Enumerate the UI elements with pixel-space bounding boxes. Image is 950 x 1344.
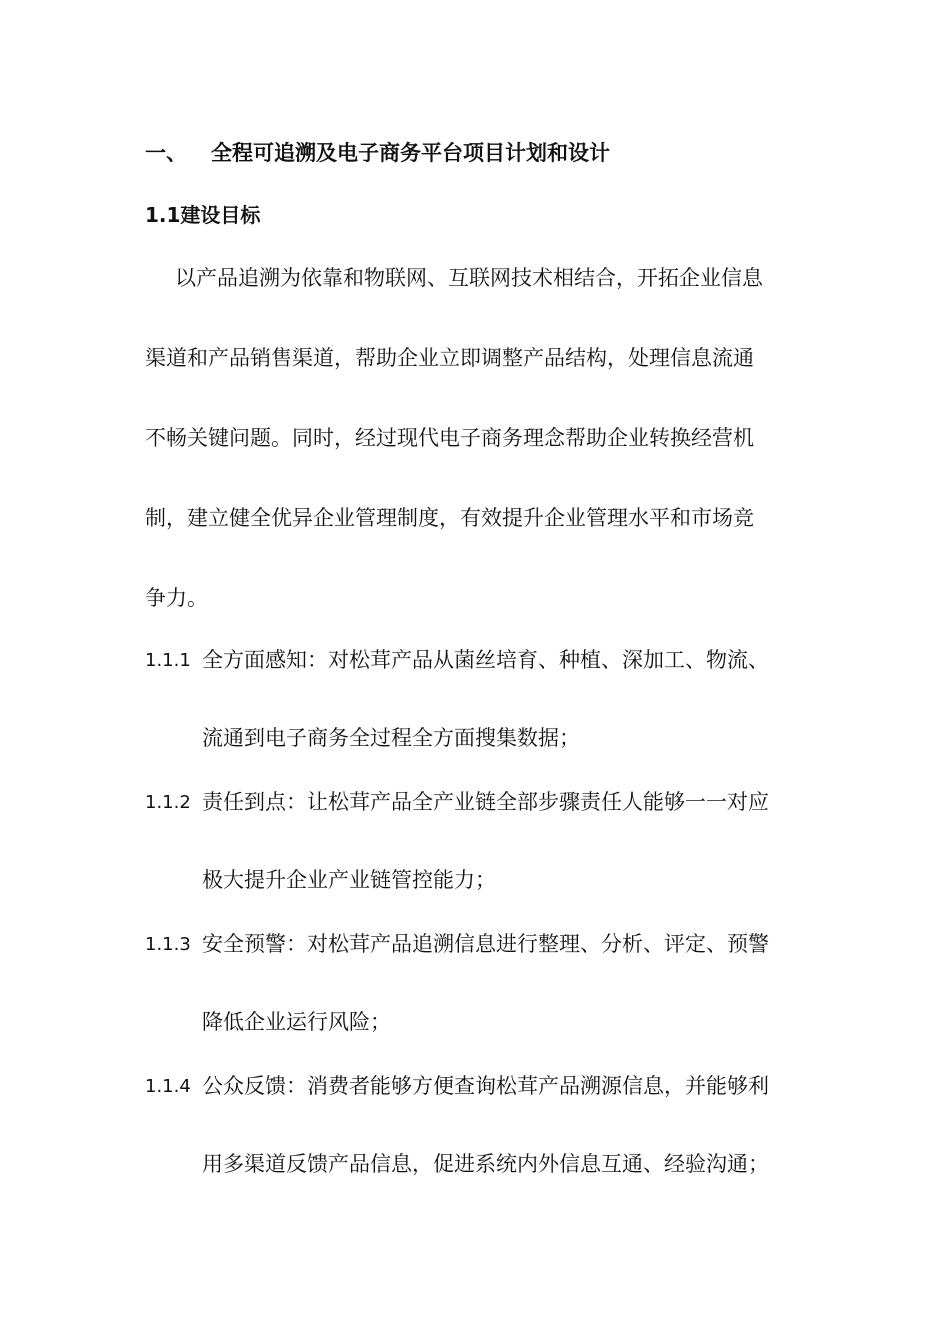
item-text-line: 用多渠道反馈产品信息，促进系统内外信息互通、经验沟通； (202, 1152, 769, 1176)
item-text-line: 极大提升企业产业链管控能力； (202, 868, 496, 892)
item-number: 1.1.1 (145, 650, 191, 671)
chapter-title: 全程可追溯及电子商务平台项目计划和设计 (211, 141, 610, 165)
item-text-line: 公众反馈：消费者能够方便查询松茸产品溯源信息，并能够利 (202, 1074, 769, 1098)
item-number: 1.1.2 (145, 792, 191, 813)
item-text-line: 全方面感知：对松茸产品从菌丝培育、种植、深加工、物流、 (202, 648, 769, 672)
chapter-number: 一、 (145, 141, 187, 165)
chapter-heading (145, 138, 610, 168)
item-text-line: 降低企业运行风险； (202, 1010, 391, 1034)
item-number: 1.1.4 (145, 1076, 191, 1097)
section-heading: 1.1建设目标 (145, 203, 261, 227)
intro-paragraph-line: 不畅关键问题。同时，经过现代电子商务理念帮助企业转换经营机 (145, 426, 754, 450)
item-text-line: 流通到电子商务全过程全方面搜集数据； (202, 726, 580, 750)
intro-paragraph-line: 制，建立健全优异企业管理制度，有效提升企业管理水平和市场竞 (145, 506, 754, 530)
item-text-line: 安全预警：对松茸产品追溯信息进行整理、分析、评定、预警 (202, 932, 769, 956)
intro-paragraph-line: 以产品追溯为依靠和物联网、互联网技术相结合，开拓企业信息 (175, 266, 763, 290)
item-number: 1.1.3 (145, 934, 191, 955)
item-text-line: 责任到点：让松茸产品全产业链全部步骤责任人能够一一对应 (202, 790, 769, 814)
intro-paragraph-line: 争力。 (145, 586, 208, 610)
intro-paragraph-line: 渠道和产品销售渠道，帮助企业立即调整产品结构，处理信息流通 (145, 346, 754, 370)
